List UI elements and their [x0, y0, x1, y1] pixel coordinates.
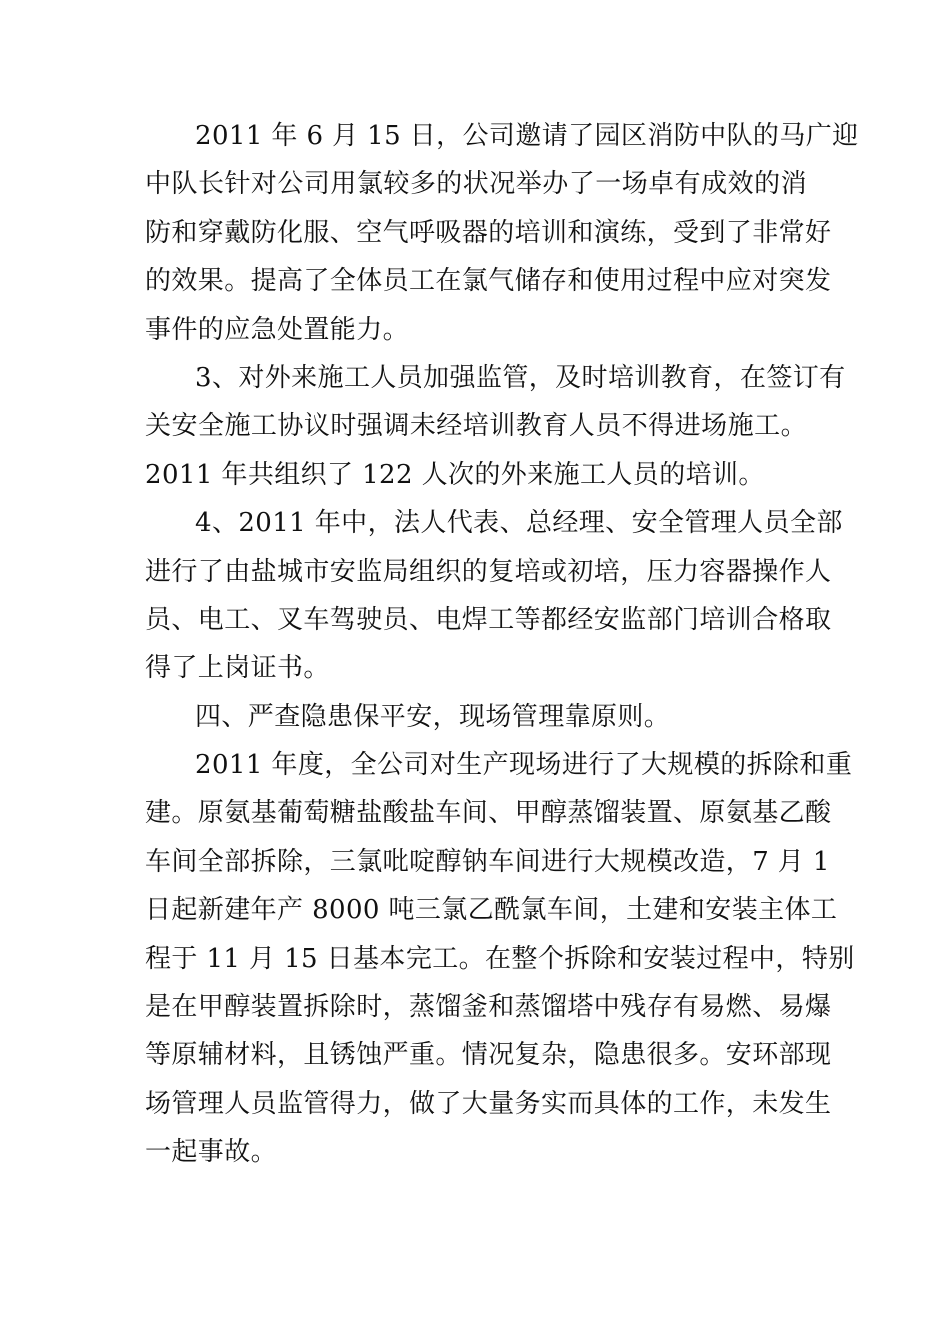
text-line: 2011 年共组织了 122 人次的外来施工人员的培训。	[145, 459, 765, 490]
text-line: 场管理人员监管得力，做了大量务实而具体的工作，未发生	[145, 1088, 832, 1119]
text-line: 2011 年度，全公司对生产现场进行了大规模的拆除和重	[195, 750, 853, 781]
text-line: 得了上岗证书。	[145, 653, 330, 684]
text-line: 3、对外来施工人员加强监管，及时培训教育，在签订有	[195, 362, 846, 393]
text-line: 关安全施工协议时强调未经培训教育人员不得进场施工。	[145, 411, 807, 442]
text-line: 建。原氨基葡萄糖盐酸盐车间、甲醇蒸馏装置、原氨基乙酸	[145, 798, 832, 829]
text-line: 进行了由盐城市安监局组织的复培或初培，压力容器操作人	[145, 556, 832, 587]
text-line: 程于 11 月 15 日基本完工。在整个拆除和安装过程中，特别	[145, 943, 855, 974]
body-text	[145, 112, 859, 1177]
text-line: 中队长针对公司用氯较多的状况举办了一场卓有成效的消	[145, 169, 807, 200]
text-line: 的效果。提高了全体员工在氯气储存和使用过程中应对突发	[145, 266, 832, 297]
text-line: 车间全部拆除，三氯吡啶醇钠车间进行大规模改造，7 月 1	[145, 846, 830, 877]
text-line: 2011 年 6 月 15 日，公司邀请了园区消防中队的马广迎	[195, 121, 859, 151]
text-line: 是在甲醇装置拆除时，蒸馏釜和蒸馏塔中残存有易燃、易爆	[145, 992, 832, 1023]
text-line: 4、2011 年中，法人代表、总经理、安全管理人员全部	[195, 508, 843, 539]
text-line: 日起新建年产 8000 吨三氯乙酰氯车间，土建和安装主体工	[145, 895, 838, 926]
section-heading: 四、严查隐患保平安，现场管理靠原则。	[195, 701, 671, 732]
text-line: 一起事故。	[145, 1137, 278, 1168]
text-line: 等原辅材料，且锈蚀严重。情况复杂，隐患很多。安环部现	[145, 1040, 832, 1071]
text-line: 防和穿戴防化服、空气呼吸器的培训和演练，受到了非常好	[145, 217, 832, 248]
text-line: 事件的应急处置能力。	[145, 314, 410, 345]
text-line: 员、电工、叉车驾驶员、电焊工等都经安监部门培训合格取	[145, 604, 832, 635]
